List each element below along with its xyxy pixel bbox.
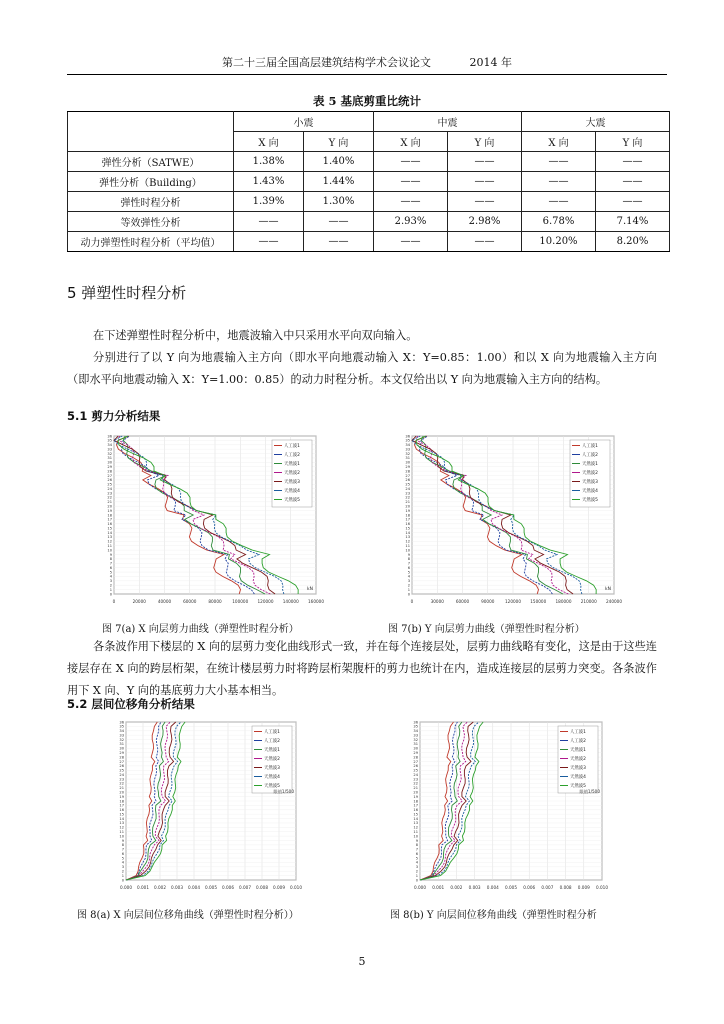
legend-entry: 天然波3	[264, 766, 280, 771]
legend-entry: 天然波4	[284, 489, 300, 494]
x-tick-label: 120000	[257, 599, 274, 604]
y-tick-label: 5	[415, 856, 418, 861]
table-cell: 10.20%	[522, 232, 596, 252]
y-tick-label: 6	[407, 565, 410, 570]
y-tick-label: 7	[407, 561, 410, 566]
y-tick-label: 20	[413, 790, 418, 795]
y-tick-label: 21	[405, 500, 410, 505]
legend-entry: 天然波5	[570, 784, 586, 789]
x-tick-label: 160000	[308, 599, 324, 604]
y-tick-label: 17	[119, 803, 124, 808]
y-tick-label: 36	[405, 434, 410, 439]
y-tick-label: 24	[405, 486, 410, 491]
y-tick-label: 32	[107, 451, 112, 456]
table-title: 表 5 基底剪重比统计	[312, 94, 421, 108]
legend-entry: 人工波2	[264, 739, 280, 744]
y-tick-label: 15	[413, 812, 418, 817]
y-tick-label: 8	[407, 557, 410, 562]
y-tick-label: 17	[405, 517, 410, 522]
figure-8b	[398, 716, 610, 896]
x-tick-label: 0.003	[171, 885, 183, 890]
table-corner-cell	[68, 112, 234, 152]
legend-entry: 天然波3	[582, 480, 598, 485]
x-tick-label: 0.009	[273, 885, 285, 890]
legend-entry: 天然波4	[570, 775, 586, 780]
y-tick-label: 20	[107, 504, 112, 509]
table-cell: 8.20%	[596, 232, 670, 252]
x-tick-label: 30000	[430, 599, 444, 604]
x-tick-label: 120000	[505, 599, 521, 604]
x-tick-label: 0.006	[523, 885, 536, 890]
y-tick-label: 3	[415, 865, 418, 870]
y-tick-label: 19	[107, 508, 112, 513]
x-tick-label: 0.005	[205, 885, 217, 890]
x-tick-label: 40000	[157, 599, 172, 604]
legend-entry: 天然波3	[570, 766, 586, 771]
y-tick-label: 11	[107, 544, 112, 549]
y-tick-label: 5	[109, 570, 112, 575]
x-tick-label: 0.004	[188, 885, 200, 890]
table-direction-header: Y 向	[304, 132, 374, 152]
table-cell: 2.93%	[374, 212, 448, 232]
y-tick-label: 4	[415, 860, 418, 865]
y-tick-label: 4	[407, 574, 410, 579]
y-tick-label: 25	[119, 768, 124, 773]
table-cell: 6.78%	[522, 212, 596, 232]
paragraph-analysis-cases: 分别进行了以 Y 向为地震输入主方向（即水平向地震动输入 X：Y=0.85：1.00）和以 X 向为地震输入主方向（即水平向地震动输入 X：Y=1.00：0.85）的动力时程分析。本文仅给出以 Y 向为地震输入主方向的结构。	[67, 351, 657, 386]
legend-entry: 人工波1	[264, 730, 280, 735]
y-tick-label: 26	[119, 764, 124, 769]
legend-entry: 天然波2	[570, 757, 586, 762]
table-cell: ——	[522, 172, 596, 192]
y-tick-label: 14	[119, 816, 124, 821]
table-cell: 2.98%	[448, 212, 522, 232]
section-title: 5 弹塑性时程分析	[67, 284, 187, 302]
legend-entry: 天然波2	[582, 471, 598, 476]
figure-8a	[104, 716, 304, 896]
y-tick-label: 10	[119, 834, 124, 839]
x-tick-label: 100000	[232, 599, 249, 604]
y-tick-label: 31	[107, 456, 112, 461]
table-direction-header: Y 向	[448, 132, 522, 152]
y-tick-label: 3	[407, 579, 410, 584]
fig8b-chart	[398, 716, 610, 896]
y-tick-label: 7	[415, 847, 418, 852]
y-tick-label: 35	[107, 438, 112, 443]
y-tick-label: 11	[119, 830, 124, 835]
y-tick-label: 34	[107, 443, 112, 448]
y-tick-label: 12	[413, 825, 418, 830]
subsection-drift: 5.2 层间位移角分析结果	[67, 697, 195, 711]
y-tick-label: 2	[121, 869, 124, 874]
y-tick-label: 19	[405, 508, 410, 513]
y-tick-label: 4	[121, 860, 124, 865]
axis-unit-label: kN	[307, 587, 313, 592]
y-tick-label: 23	[405, 491, 410, 496]
y-tick-label: 30	[405, 460, 410, 465]
y-tick-label: 20	[119, 790, 124, 795]
y-tick-label: 9	[407, 552, 410, 557]
y-tick-label: 10	[405, 548, 410, 553]
y-tick-label: 23	[119, 777, 124, 782]
page-header	[67, 54, 667, 70]
x-tick-label: 210000	[580, 599, 597, 604]
y-tick-label: 36	[119, 720, 124, 725]
y-tick-label: 13	[405, 535, 410, 540]
limit-note: 限值1/500	[579, 789, 600, 795]
header-year: 2014 年	[469, 56, 512, 69]
legend-entry: 人工波1	[582, 444, 598, 449]
table-direction-header: Y 向	[596, 132, 670, 152]
table-cell: 1.38%	[234, 152, 304, 172]
table-row-label: 弹性分析（SATWE）	[68, 152, 234, 172]
x-tick-label: 140000	[282, 599, 299, 604]
y-tick-label: 12	[107, 539, 112, 544]
y-tick-label: 7	[109, 561, 112, 566]
table-cell: ——	[448, 152, 522, 172]
x-tick-label: 180000	[555, 599, 572, 604]
y-tick-label: 28	[107, 469, 112, 474]
x-tick-label: 0.002	[154, 885, 166, 890]
y-tick-label: 31	[119, 742, 124, 747]
table-cell: 1.43%	[234, 172, 304, 192]
table-group-header: 中震	[374, 112, 522, 132]
y-tick-label: 3	[121, 865, 124, 870]
axis-unit-label: kN	[605, 587, 611, 592]
y-tick-label: 0	[121, 878, 124, 883]
figure-7a	[92, 430, 324, 610]
x-tick-label: 0	[112, 599, 116, 604]
y-tick-label: 30	[119, 746, 124, 751]
header-conference: 第二十三届全国高层建筑结构学术会议论文	[222, 56, 432, 69]
y-tick-label: 32	[119, 737, 124, 742]
x-tick-label: 0.007	[239, 885, 251, 890]
table-group-header: 大震	[522, 112, 670, 132]
x-tick-label: 80000	[208, 599, 222, 604]
table-cell: ——	[448, 192, 522, 212]
x-tick-label: 0.000	[120, 885, 132, 890]
table-cell: ——	[596, 192, 670, 212]
y-tick-label: 13	[413, 821, 418, 826]
legend-entry: 天然波5	[582, 498, 598, 503]
y-tick-label: 16	[405, 522, 410, 527]
y-tick-label: 24	[413, 772, 418, 777]
y-tick-label: 6	[415, 851, 418, 856]
x-tick-label: 0.009	[577, 885, 590, 890]
y-tick-label: 22	[405, 495, 410, 500]
y-tick-label: 28	[413, 755, 418, 760]
fig7a-caption: 图 7(a) X 向层剪力曲线（弹塑性时程分析）	[102, 624, 299, 635]
table-row	[68, 152, 670, 172]
y-tick-label: 31	[413, 742, 418, 747]
y-tick-label: 12	[405, 539, 410, 544]
x-tick-label: 0.010	[596, 885, 608, 890]
table-cell: ——	[374, 192, 448, 212]
y-tick-label: 9	[415, 838, 418, 843]
y-tick-label: 19	[119, 794, 124, 799]
y-tick-label: 9	[109, 552, 112, 557]
y-tick-label: 16	[107, 522, 112, 527]
y-tick-label: 31	[405, 456, 410, 461]
x-tick-label: 60000	[455, 599, 470, 604]
y-tick-label: 22	[413, 781, 418, 786]
y-tick-label: 35	[413, 724, 418, 729]
table-direction-header: X 向	[522, 132, 596, 152]
y-tick-label: 29	[107, 465, 112, 470]
y-tick-label: 27	[119, 759, 124, 764]
x-tick-label: 0.008	[559, 885, 572, 890]
y-tick-label: 17	[413, 803, 418, 808]
y-tick-label: 16	[119, 808, 124, 813]
y-tick-label: 2	[407, 583, 410, 588]
y-tick-label: 18	[413, 799, 418, 804]
y-tick-label: 20	[405, 504, 410, 509]
y-tick-label: 34	[405, 443, 410, 448]
x-tick-label: 0.001	[432, 885, 445, 890]
legend-entry: 天然波4	[582, 489, 598, 494]
paragraph-shear-discussion: 各条波作用下楼层的 X 向的层剪力变化曲线形式一致，并在每个连接层处，层剪力曲线略有变化，这是由于这些连接层存在 X 向的跨层桁架，在统计楼层剪力时将跨层桁架腹杆的剪力也统计在内，造成连接层的层剪力突变。各条波作用下 X 向、Y 向的基底剪力大小基本相当。	[67, 640, 657, 697]
y-tick-label: 33	[413, 733, 418, 738]
page-number: 5	[358, 955, 366, 968]
y-tick-label: 4	[109, 574, 112, 579]
y-tick-label: 15	[119, 812, 124, 817]
y-tick-label: 1	[121, 873, 124, 878]
table-cell: 7.14%	[596, 212, 670, 232]
y-tick-label: 22	[119, 781, 124, 786]
y-tick-label: 33	[405, 447, 410, 452]
fig8a-caption: 图 8(a) X 向层间位移角曲线（弹塑性时程分析））	[77, 910, 299, 921]
y-tick-label: 2	[415, 869, 418, 874]
legend-entry: 天然波1	[264, 748, 280, 753]
y-tick-label: 15	[107, 526, 112, 531]
y-tick-label: 11	[405, 544, 410, 549]
y-tick-label: 25	[405, 482, 410, 487]
x-tick-label: 0.000	[414, 885, 426, 890]
y-tick-label: 27	[107, 473, 112, 478]
legend-entry: 天然波2	[284, 471, 300, 476]
limit-note: 限值1/500	[273, 789, 294, 795]
legend-entry: 天然波3	[284, 480, 300, 485]
table-cell: ——	[374, 232, 448, 252]
fig7a-chart	[92, 430, 324, 610]
table-cell: 1.39%	[234, 192, 304, 212]
table-row-label: 弹性分析（Building）	[68, 172, 234, 192]
x-tick-label: 0	[410, 599, 414, 604]
y-tick-label: 0	[407, 592, 410, 597]
y-tick-label: 35	[405, 438, 410, 443]
y-tick-label: 11	[413, 830, 418, 835]
header-rule	[67, 74, 667, 75]
subsection-shear: 5.1 剪力分析结果	[67, 409, 161, 423]
x-tick-label: 0.006	[222, 885, 234, 890]
fig7b-chart	[390, 430, 622, 610]
y-tick-label: 16	[413, 808, 418, 813]
y-tick-label: 24	[107, 486, 112, 491]
y-tick-label: 13	[107, 535, 112, 540]
y-tick-label: 32	[405, 451, 410, 456]
legend-entry: 人工波2	[570, 739, 586, 744]
y-tick-label: 24	[119, 772, 124, 777]
table-direction-header: X 向	[374, 132, 448, 152]
table-cell: ——	[374, 152, 448, 172]
y-tick-label: 6	[109, 565, 112, 570]
y-tick-label: 33	[119, 733, 124, 738]
legend-entry: 天然波1	[582, 462, 598, 467]
table-cell: 1.44%	[304, 172, 374, 192]
y-tick-label: 35	[119, 724, 124, 729]
table-cell: ——	[596, 152, 670, 172]
y-tick-label: 30	[107, 460, 112, 465]
y-tick-label: 10	[107, 548, 112, 553]
y-tick-label: 12	[119, 825, 124, 830]
table-cell: ——	[522, 152, 596, 172]
legend-entry: 天然波5	[284, 498, 300, 503]
y-tick-label: 14	[405, 530, 410, 535]
y-tick-label: 23	[107, 491, 112, 496]
y-tick-label: 21	[413, 786, 418, 791]
y-tick-label: 34	[413, 729, 418, 734]
x-tick-label: 240000	[606, 599, 622, 604]
table-row-label: 弹性时程分析	[68, 192, 234, 212]
table-row-label: 动力弹塑性时程分析（平均值）	[68, 232, 234, 252]
shear-ratio-table	[67, 111, 670, 252]
x-tick-label: 60000	[183, 599, 197, 604]
table-cell: ——	[304, 212, 374, 232]
table-cell: 1.40%	[304, 152, 374, 172]
y-tick-label: 15	[405, 526, 410, 531]
y-tick-label: 21	[119, 786, 124, 791]
x-tick-label: 0.003	[468, 885, 481, 890]
table-row	[68, 232, 670, 252]
y-tick-label: 2	[109, 583, 112, 588]
table-cell: ——	[522, 192, 596, 212]
table-cell: ——	[596, 172, 670, 192]
y-tick-label: 34	[119, 729, 124, 734]
figure-7b	[390, 430, 622, 610]
fig7b-caption: 图 7(b) Y 向层剪力曲线（弹塑性时程分析）	[388, 624, 585, 635]
y-tick-label: 22	[107, 495, 112, 500]
y-tick-label: 25	[107, 482, 112, 487]
table-row	[68, 172, 670, 192]
legend-entry: 天然波2	[264, 757, 280, 762]
table-cell: ——	[304, 232, 374, 252]
fig8b-caption: 图 8(b) Y 向层间位移角曲线（弹塑性时程分析	[390, 910, 597, 921]
x-tick-label: 20000	[132, 599, 146, 604]
legend-entry: 天然波1	[284, 462, 300, 467]
y-tick-label: 17	[107, 517, 112, 522]
table-cell: 1.30%	[304, 192, 374, 212]
y-tick-label: 18	[119, 799, 124, 804]
y-tick-label: 29	[119, 751, 124, 756]
y-tick-label: 14	[107, 530, 112, 535]
paragraph-input-direction: 在下述弹塑性时程分析中，地震波输入中只采用水平向双向输入。	[93, 329, 418, 342]
table-direction-header: X 向	[234, 132, 304, 152]
y-tick-label: 29	[413, 751, 418, 756]
y-tick-label: 32	[413, 737, 418, 742]
y-tick-label: 30	[413, 746, 418, 751]
y-tick-label: 21	[107, 500, 112, 505]
y-tick-label: 8	[109, 557, 112, 562]
y-tick-label: 14	[413, 816, 418, 821]
y-tick-label: 33	[107, 447, 112, 452]
legend-entry: 人工波2	[582, 453, 598, 458]
y-tick-label: 26	[107, 478, 112, 483]
y-tick-label: 23	[413, 777, 418, 782]
y-tick-label: 27	[405, 473, 410, 478]
y-tick-label: 5	[121, 856, 124, 861]
y-tick-label: 0	[415, 878, 418, 883]
table-row	[68, 212, 670, 232]
y-tick-label: 18	[107, 513, 112, 518]
y-tick-label: 1	[415, 873, 418, 878]
y-tick-label: 8	[415, 843, 418, 848]
y-tick-label: 9	[121, 838, 124, 843]
y-tick-label: 10	[413, 834, 418, 839]
x-tick-label: 0.008	[256, 885, 268, 890]
table-group-header: 小震	[234, 112, 374, 132]
table-cell: ——	[234, 212, 304, 232]
x-tick-label: 150000	[530, 599, 547, 604]
y-tick-label: 1	[407, 587, 410, 592]
y-tick-label: 3	[109, 579, 112, 584]
fig8a-chart	[104, 716, 304, 896]
table-cell: ——	[448, 172, 522, 192]
x-tick-label: 90000	[481, 599, 495, 604]
y-tick-label: 1	[109, 587, 112, 592]
legend-entry: 天然波5	[264, 784, 280, 789]
x-tick-label: 0.005	[505, 885, 517, 890]
y-tick-label: 36	[413, 720, 418, 725]
y-tick-label: 26	[413, 764, 418, 769]
y-tick-label: 6	[121, 851, 124, 856]
y-tick-label: 28	[405, 469, 410, 474]
y-tick-label: 7	[121, 847, 124, 852]
x-tick-label: 0.004	[486, 885, 499, 890]
legend-entry: 人工波2	[284, 453, 300, 458]
y-tick-label: 13	[119, 821, 124, 826]
x-tick-label: 0.002	[450, 885, 463, 890]
table-cell: ——	[448, 232, 522, 252]
y-tick-label: 36	[107, 434, 112, 439]
legend-entry: 人工波1	[570, 730, 586, 735]
y-tick-label: 25	[413, 768, 418, 773]
legend-entry: 天然波1	[570, 748, 586, 753]
x-tick-label: 0.010	[290, 885, 302, 890]
y-tick-label: 26	[405, 478, 410, 483]
y-tick-label: 27	[413, 759, 418, 764]
y-tick-label: 29	[405, 465, 410, 470]
y-tick-label: 19	[413, 794, 418, 799]
table-cell: ——	[374, 172, 448, 192]
y-tick-label: 8	[121, 843, 124, 848]
table-row	[68, 192, 670, 212]
x-tick-label: 0.007	[541, 885, 554, 890]
legend-entry: 人工波1	[284, 444, 300, 449]
table-row-label: 等效弹性分析	[68, 212, 234, 232]
y-tick-label: 18	[405, 513, 410, 518]
y-tick-label: 0	[109, 592, 112, 597]
legend-entry: 天然波4	[264, 775, 280, 780]
y-tick-label: 28	[119, 755, 124, 760]
table-cell: ——	[234, 232, 304, 252]
y-tick-label: 5	[407, 570, 410, 575]
x-tick-label: 0.001	[137, 885, 149, 890]
